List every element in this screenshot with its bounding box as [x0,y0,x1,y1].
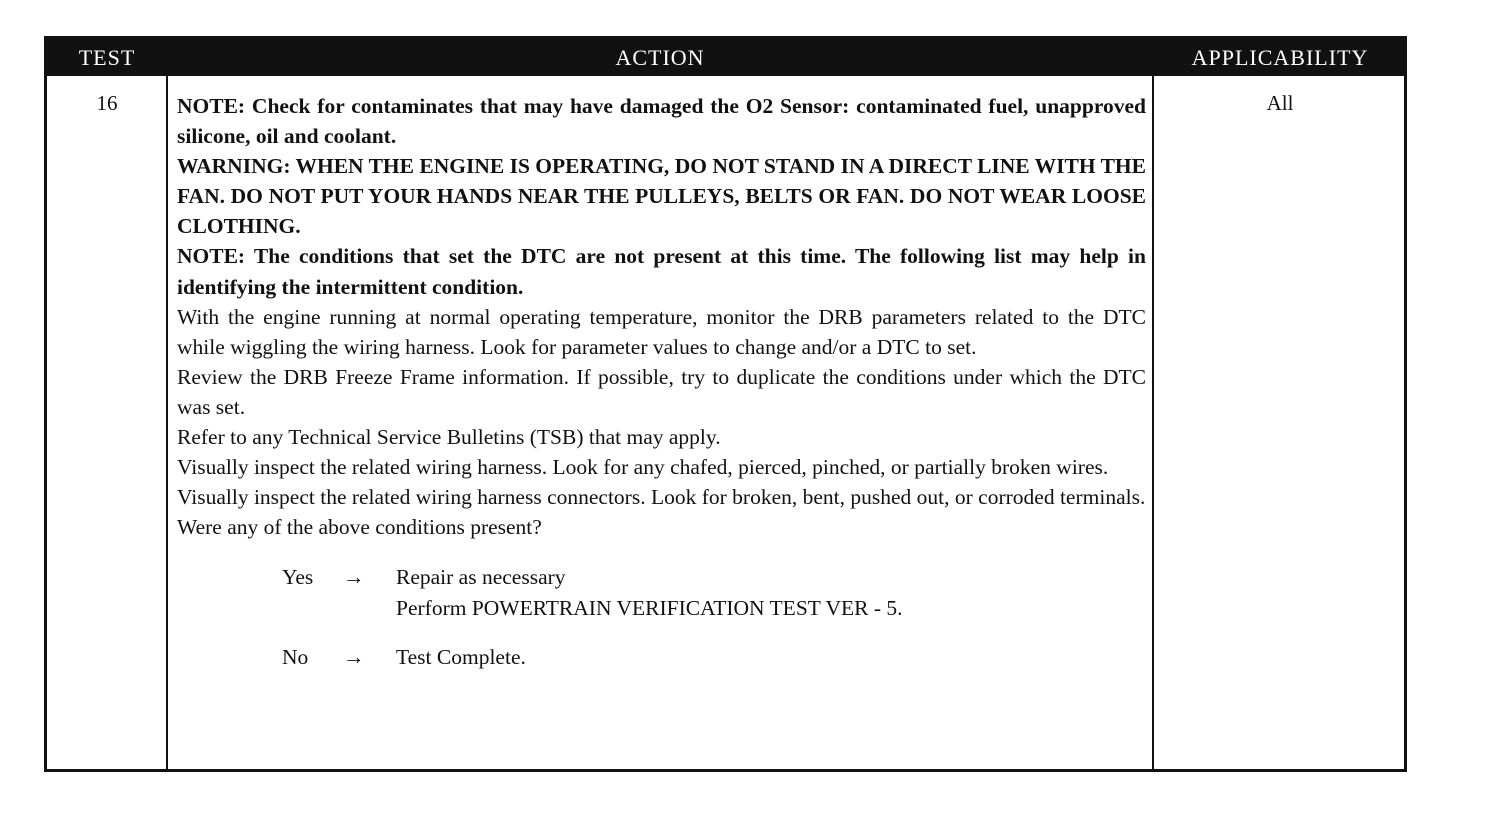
column-divider [1152,76,1154,769]
step-tsb: Refer to any Technical Service Bulletins (TSB) that may apply. [177,425,721,450]
step-monitor-parameters: With the engine running at normal operating temperature, monitor the DRB parameters related to the DTC while wiggling the wiring harness. Look for parameter values to change and/or a DTC to set. [177,304,1146,359]
applicability-value: All [1266,91,1294,115]
column-divider [166,76,168,769]
warning-fan: WARNING: WHEN THE ENGINE IS OPERATING, DO NOT STAND IN A DIRECT LINE WITH THE FAN. DO NOT PUT YOUR HANDS NEAR THE PULLEYS, BELTS OR FAN. DO NOT WEAR LOOSE CLOTHING. [177,154,1146,239]
step-inspect-connectors: Visually inspect the related wiring harness connectors. Look for broken, bent, pushed out, or corroded terminals. [177,485,1146,510]
no-label: No [282,645,309,670]
note-intermittent: NOTE: The conditions that set the DTC are not present at this time. The following list may help in identifying the intermittent condition. [177,244,1146,299]
no-result: Test Complete. [396,645,526,670]
header-applicability: APPLICABILITY [1191,45,1369,70]
note-contaminates: NOTE: Check for contaminates that may have damaged the O2 Sensor: contaminated fuel, unapproved silicone, oil and coolant. [177,94,1146,149]
test-number: 16 [96,91,118,115]
yes-result [396,562,903,622]
header-test: TEST [78,45,136,70]
question: Were any of the above conditions present? [177,515,542,540]
action-cell [177,91,1146,672]
diagnostic-test-table [44,36,1407,772]
step-freeze-frame: Review the DRB Freeze Frame information. If possible, try to duplicate the conditions under which the DTC was set. [177,364,1146,419]
arrow-right-icon: → [343,565,365,590]
arrow-right-icon: → [343,645,365,670]
branch-no [282,642,1146,672]
table-header-row [47,39,1404,76]
branch-yes [282,562,1146,622]
header-action: ACTION [615,45,705,70]
yes-result-line2: Perform POWERTRAIN VERIFICATION TEST VER - 5. [396,595,903,620]
yes-result-line1: Repair as necessary [396,565,566,590]
step-inspect-harness: Visually inspect the related wiring harness. Look for any chafed, pierced, pinched, or partially broken wires. [177,455,1109,480]
yes-label: Yes [282,565,314,590]
